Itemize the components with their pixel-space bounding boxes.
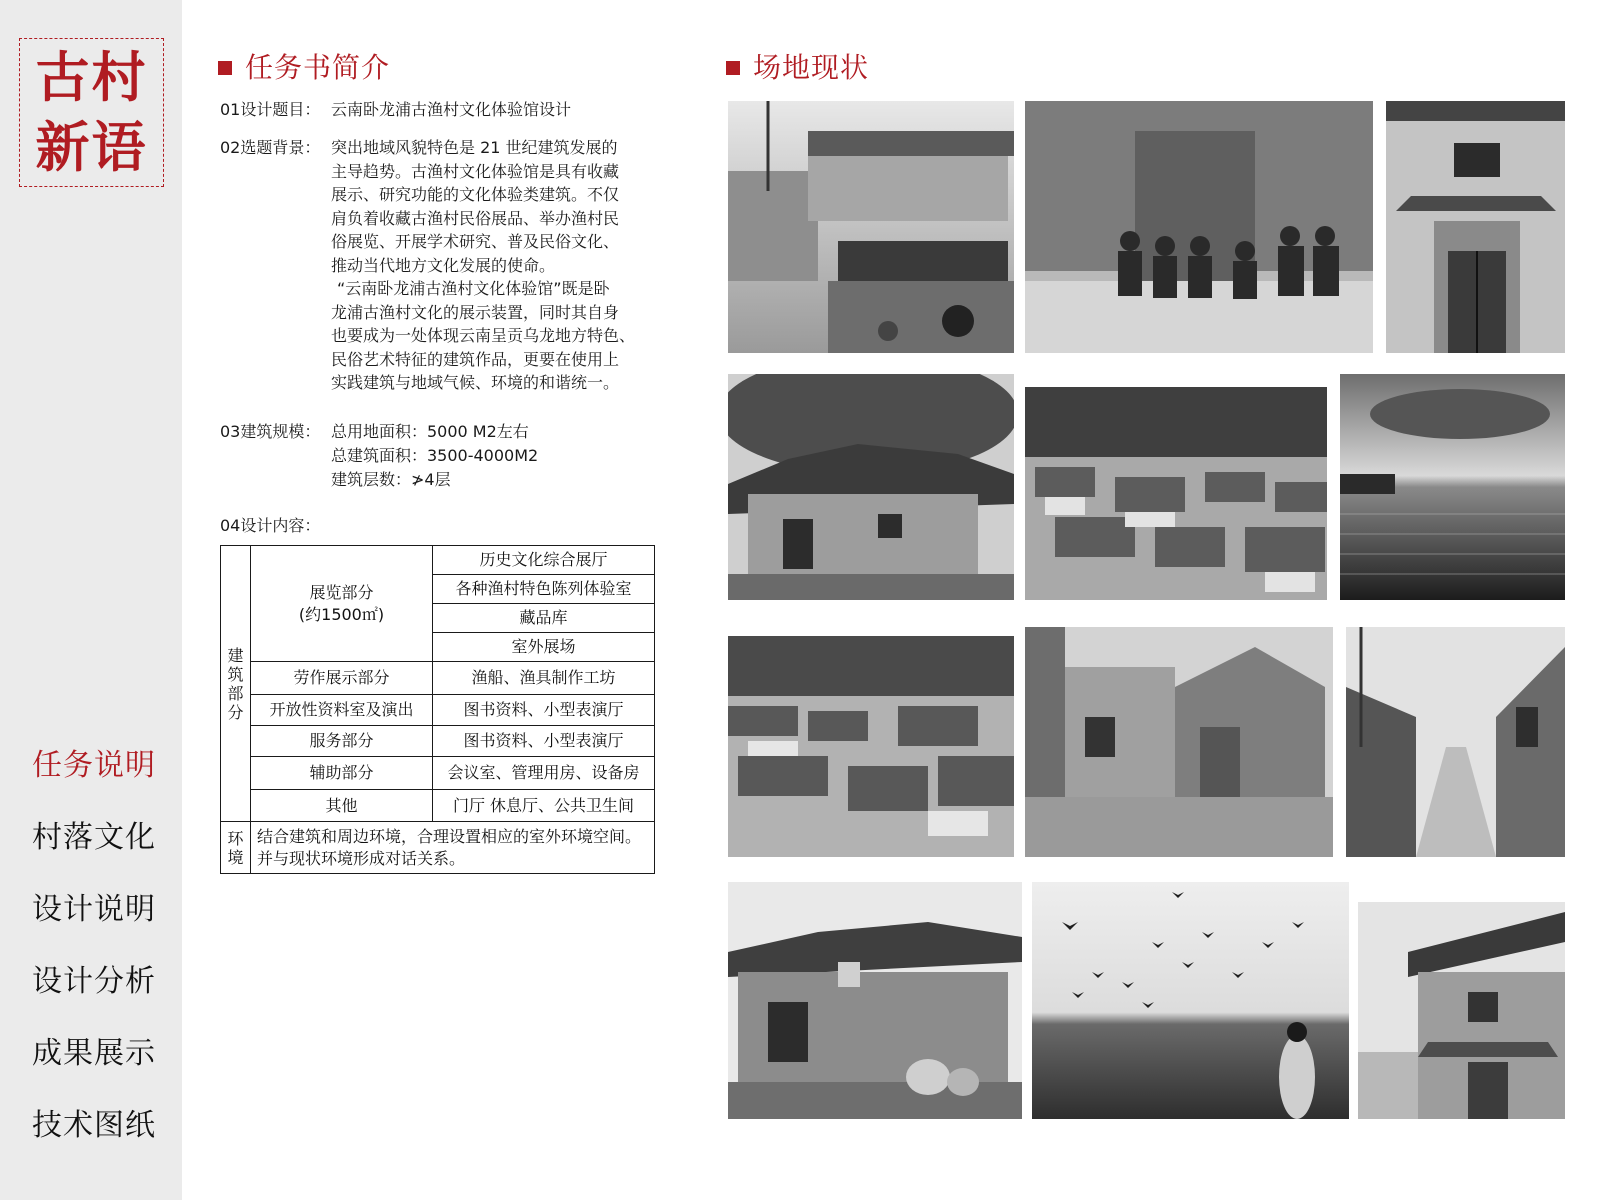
table-cell: 渔船、渔具制作工坊: [433, 662, 655, 695]
table-cell: 室外展场: [433, 633, 655, 662]
site-heading-title: 场地现状: [753, 51, 870, 84]
crumbling-adobe-walls-photo: [1025, 627, 1333, 857]
environment-cell: [221, 822, 251, 874]
background-line: 主导趋势。古渔村文化体验馆是具有收藏: [331, 161, 620, 181]
brief-heading: [218, 48, 390, 88]
table-cell: 辅助部分: [251, 757, 433, 790]
environment-label: 环境: [227, 828, 244, 867]
background-line: 也要成为一处体现云南呈贡乌龙地方特色、: [331, 326, 636, 345]
sidebar: [0, 0, 182, 1200]
site-heading: [726, 48, 869, 88]
background-line: 民俗艺术特征的建筑作品，更要在使用上: [331, 349, 620, 369]
house-with-tiled-roof-photo: [1358, 902, 1565, 1119]
table-cell: 其他: [251, 790, 433, 822]
table-cell: 图书资料、小型表演厅: [433, 695, 655, 726]
logo: [19, 38, 164, 187]
heading-square-icon: [218, 61, 232, 75]
scale-floor-area: 总建筑面积：3500-4000M2: [331, 446, 539, 465]
background-line: 实践建筑与地域气候、环境的和谐统一。: [331, 373, 620, 392]
nav-item-design-analysis[interactable]: 设计分析: [32, 964, 156, 999]
table-cell: 各种渔村特色陈列体验室: [433, 575, 655, 604]
old-house-doorway-photo: [1386, 101, 1565, 353]
birds-over-lake-photo: [1032, 882, 1349, 1119]
nav-item-design-description[interactable]: 设计说明: [32, 892, 156, 927]
village-lane-with-chickens-photo: [728, 101, 1014, 353]
heading-square-icon: [726, 61, 740, 75]
adobe-house-among-trees-photo: [728, 374, 1014, 600]
table-cell: 会议室、管理用房、设备房: [433, 757, 655, 790]
logo-line-2: 新语: [35, 115, 148, 179]
scale-site-area: 总用地面积：5000 M2左右: [331, 422, 529, 441]
background-line: 展示、研究功能的文化体验类建筑。不仅: [331, 185, 620, 204]
table-cell: 开放性资料室及演出: [251, 695, 433, 726]
narrow-village-alley-photo: [1346, 627, 1565, 857]
building-part-label: 建筑部分: [227, 645, 244, 722]
exhibition-part-area: (约1500㎡): [298, 604, 385, 624]
table-cell: 历史文化综合展厅: [433, 546, 655, 575]
side-nav: [0, 730, 182, 1162]
program-table: [220, 545, 655, 874]
topic-label: 01设计题目：: [220, 100, 321, 119]
scale-label: 03建筑规模：: [220, 422, 321, 441]
old-mud-brick-house-photo: [728, 882, 1022, 1119]
nav-item-task-description[interactable]: 任务说明: [32, 748, 156, 783]
topic-value: 云南卧龙浦古渔村文化体验馆设计: [331, 100, 572, 119]
village-roofscape-photo: [728, 636, 1014, 857]
building-part-cell: [221, 546, 251, 822]
environment-text: 结合建筑和周边环境，合理设置相应的室外环境空间。并与现状环境形成对话关系。: [251, 822, 655, 874]
table-cell: 服务部分: [251, 726, 433, 757]
background-label: 02选题背景：: [220, 138, 321, 157]
content-label: 04设计内容：: [220, 516, 321, 535]
table-cell: 图书资料、小型表演厅: [433, 726, 655, 757]
elderly-villagers-sitting-photo: [1025, 101, 1373, 353]
village-rooftops-aerial-photo: [1025, 387, 1327, 600]
background-line: 俗展览、开展学术研究、普及民俗文化、: [331, 232, 620, 251]
lake-under-cloudy-sky-photo: [1340, 374, 1565, 600]
background-line: “云南卧龙浦古渔村文化体验馆”既是卧: [337, 279, 610, 298]
logo-line-1: 古村: [35, 45, 148, 109]
background-line: 推动当代地方文化发展的使命。: [331, 255, 556, 275]
nav-item-results[interactable]: 成果展示: [32, 1036, 156, 1071]
background-line: 龙浦古渔村文化的展示装置，同时其自身: [331, 302, 620, 322]
scale-storeys: 建筑层数：≯4层: [331, 470, 451, 489]
table-cell: 门厅 休息厅、公共卫生间: [433, 790, 655, 822]
exhibition-part-label: 展览部分: [309, 582, 374, 602]
nav-item-village-culture[interactable]: 村落文化: [32, 820, 156, 855]
brief-heading-title: 任务书简介: [245, 51, 391, 84]
table-cell: 劳作展示部分: [251, 662, 433, 695]
exhibition-part-cell: [251, 546, 433, 662]
background-line: 肩负着收藏古渔村民俗展品、举办渔村民: [331, 208, 620, 228]
background-line: 突出地域风貌特色是 21 世纪建筑发展的: [331, 138, 618, 157]
table-cell: 藏品库: [433, 604, 655, 633]
nav-item-technical-drawings[interactable]: 技术图纸: [32, 1108, 156, 1143]
